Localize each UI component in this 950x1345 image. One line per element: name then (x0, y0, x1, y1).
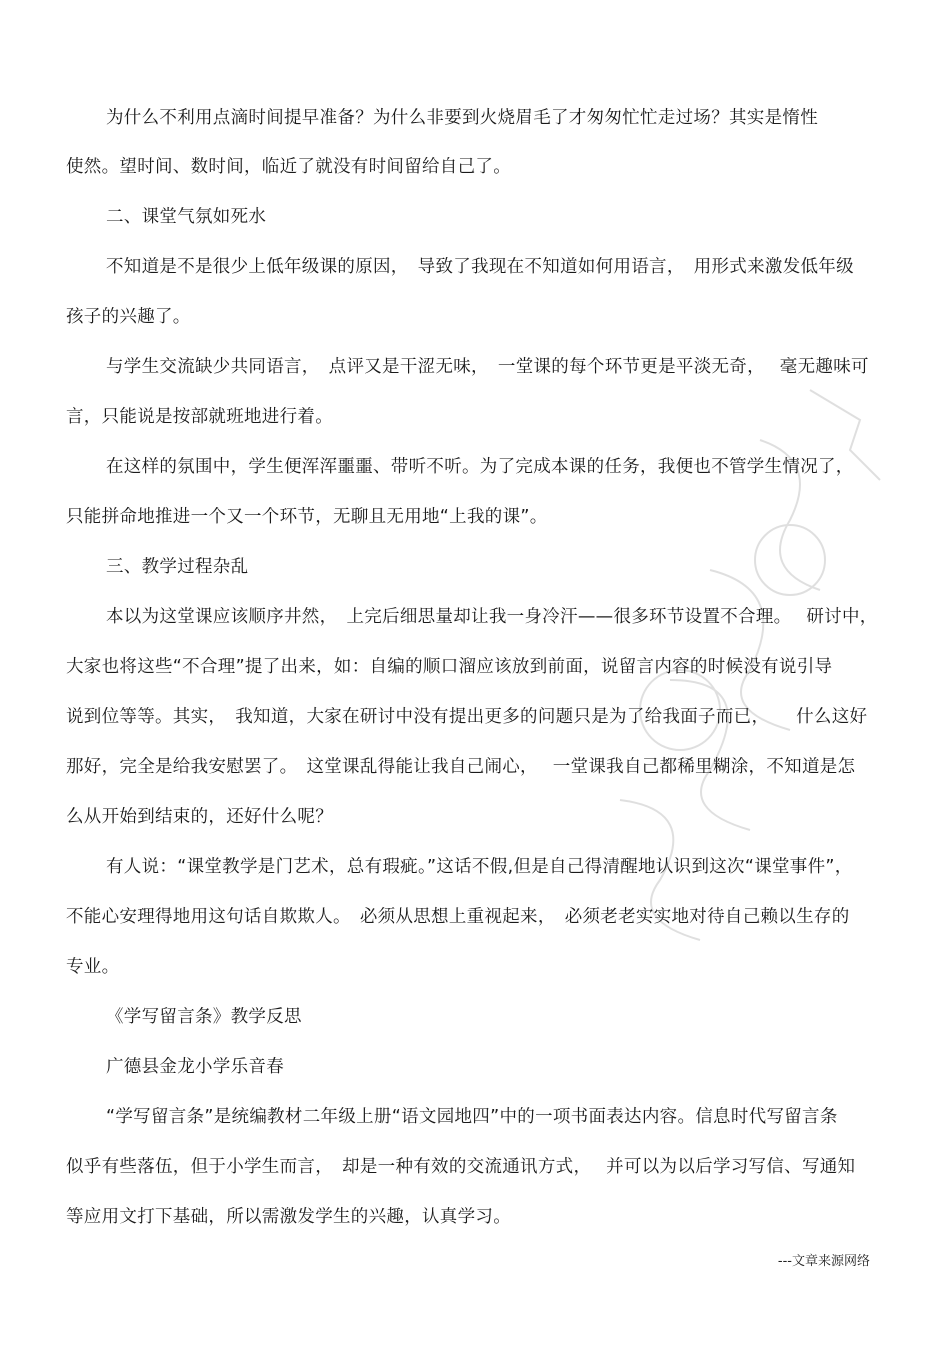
paragraph-line: 不能心安理得地用这句话自欺欺人。 必须从思想上重视起来， 必须老老实实地对待自己赖以生存的 (66, 907, 850, 927)
paragraph-line: 孩子的兴趣了。 (66, 307, 191, 327)
paragraph-line: 么从开始到结束的，还好什么呢？ (66, 807, 333, 827)
paragraph-line: 在这样的氛围中，学生便浑浑噩噩、带听不听。为了完成本课的任务，我便也不管学生情况了， (106, 457, 854, 477)
paragraph-line: 只能拼命地推进一个又一个环节，无聊且无用地“上我的课”。 (66, 507, 548, 527)
paragraph-line: 本以为这堂课应该顺序井然， 上完后细思量却让我一身冷汗——很多环节设置不合理。 研讨中， (106, 607, 878, 627)
paragraph-line: 专业。 (66, 957, 120, 977)
paragraph-line: 使然。望时间、数时间，临近了就没有时间留给自己了。 (66, 157, 511, 177)
section-heading: 二、课堂气氛如死水 (106, 207, 267, 227)
paragraph-line: 那好，完全是给我安慰罢了。 这堂课乱得能让我自己闹心， 一堂课我自己都稀里糊涂，不知道是怎 (66, 757, 856, 777)
paragraph-line: 言，只能说是按部就班地进行着。 (66, 407, 333, 427)
paragraph-line: 不知道是不是很少上低年级课的原因， 导致了我现在不知道如何用语言， 用形式来激发低年级 (106, 257, 854, 277)
paragraph-line: 大家也将这些“不合理”提了出来，如：自编的顺口溜应该放到前面，说留言内容的时候没有说引导 (66, 657, 833, 677)
paragraph-line: 与学生交流缺少共同语言， 点评又是干涩无味， 一堂课的每个环节更是平淡无奇， 毫无趣味可 (106, 357, 869, 377)
paragraph-line: 说到位等等。其实， 我知道，大家在研讨中没有提出更多的问题只是为了给我面子而已， 什么这好 (66, 707, 868, 727)
footer-source: ---文章来源网络 (777, 1254, 870, 1269)
paragraph-line: 似乎有些落伍，但于小学生而言， 却是一种有效的交流通讯方式， 并可以为以后学习写信、写通知 (66, 1157, 856, 1177)
paragraph-line: 有人说：“课堂教学是门艺术，总有瑕疵。”这话不假,但是自己得清醒地认识到这次“课堂事件”， (106, 857, 853, 877)
paragraph-line: “学写留言条”是统编教材二年级上册“语文园地四”中的一项书面表达内容。信息时代写留言条 (106, 1107, 838, 1127)
author-line: 广德县金龙小学乐音春 (106, 1057, 284, 1077)
article-title: 《学写留言条》教学反思 (106, 1007, 302, 1027)
paragraph-line: 为什么不利用点滴时间提早准备？为什么非要到火烧眉毛了才匆匆忙忙走过场？其实是惰性 (106, 108, 818, 128)
section-heading: 三、教学过程杂乱 (106, 557, 249, 577)
paragraph-line: 等应用文打下基础，所以需激发学生的兴趣，认真学习。 (66, 1207, 511, 1227)
